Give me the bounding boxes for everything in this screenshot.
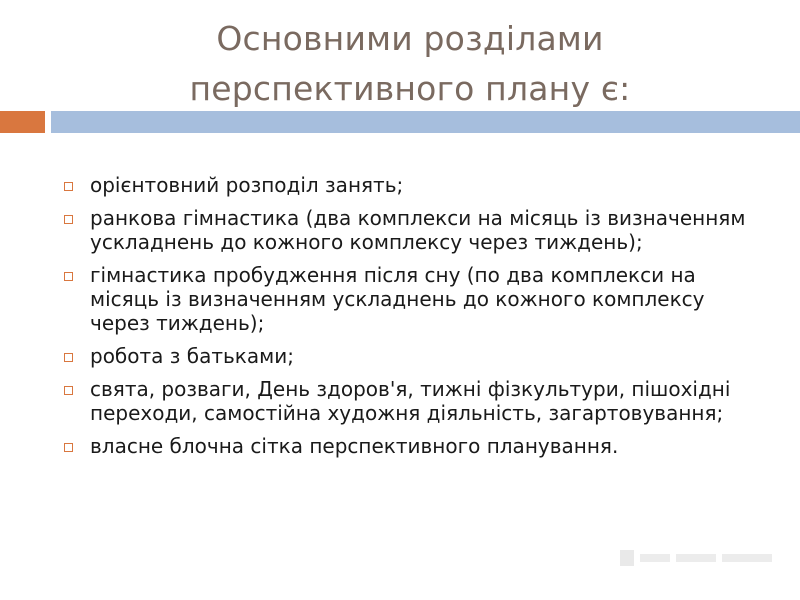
- bullet-item: [64, 206, 764, 254]
- title-line-2: перспективного плану є:: [189, 69, 631, 108]
- square-bullet-icon: [64, 386, 73, 395]
- square-bullet-icon: [64, 443, 73, 452]
- slide-title: [100, 14, 720, 114]
- bullet-item: [64, 377, 764, 425]
- bullet-item: [64, 344, 764, 368]
- bullet-list: [64, 173, 764, 467]
- bullet-text: робота з батьками;: [90, 344, 294, 368]
- square-bullet-icon: [64, 272, 73, 281]
- accent-bar-orange: [0, 111, 45, 133]
- accent-bar-blue: [51, 111, 800, 133]
- bullet-text: свята, розваги, День здоров'я, тижні фізкультури, пішохідні переходи, самостійна художня діяльність, загартовування;: [90, 377, 731, 425]
- square-bullet-icon: [64, 215, 73, 224]
- watermark-logo: [618, 544, 778, 572]
- bullet-item: [64, 173, 764, 197]
- bullet-item: [64, 434, 764, 458]
- square-bullet-icon: [64, 353, 73, 362]
- bullet-text: власне блочна сітка перспективного планування.: [90, 434, 619, 458]
- square-bullet-icon: [64, 182, 73, 191]
- bullet-text: гімнастика пробудження після сну (по два комплекси на місяць із визначенням ускладнень до кожного комплексу через тиждень);: [90, 263, 705, 335]
- title-line-1: Основними розділами: [216, 19, 604, 58]
- bullet-item: [64, 263, 764, 335]
- bullet-text: орієнтовний розподіл занять;: [90, 173, 404, 197]
- watermark-icon: [618, 544, 778, 572]
- bullet-text: ранкова гімнастика (два комплекси на місяць із визначенням ускладнень до кожного комплексу через тиждень);: [90, 206, 746, 254]
